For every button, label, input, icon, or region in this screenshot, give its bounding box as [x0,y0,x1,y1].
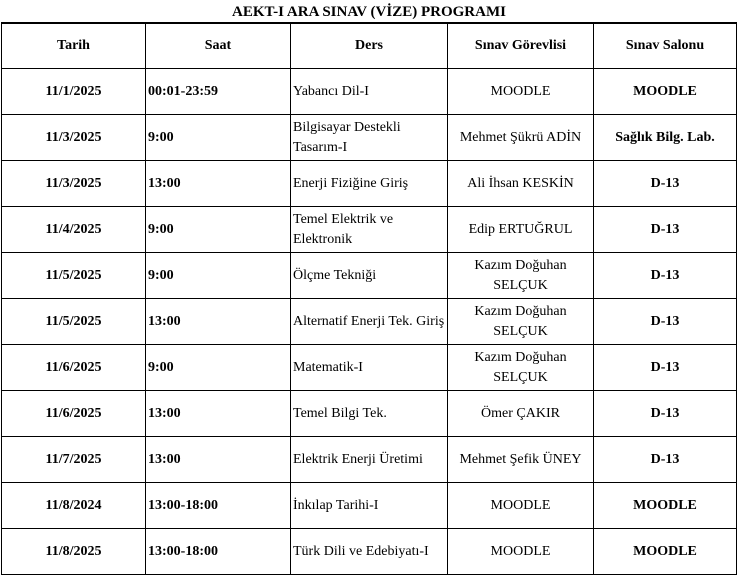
cell-ders: İnkılap Tarihi-I [291,483,448,529]
cell-ders: Yabancı Dil-I [291,69,448,115]
cell-ders: Elektrik Enerji Üretimi [291,437,448,483]
cell-salon: MOODLE [594,483,737,529]
cell-salon: D-13 [594,207,737,253]
cell-ders: Ölçme Tekniği [291,253,448,299]
cell-tarih: 11/1/2025 [2,69,146,115]
cell-tarih: 11/6/2025 [2,345,146,391]
cell-saat: 9:00 [146,253,291,299]
table-row [2,253,737,299]
cell-salon: D-13 [594,299,737,345]
cell-tarih: 11/8/2025 [2,529,146,575]
column-header-salon: Sınav Salonu [594,23,737,69]
table-row [2,529,737,575]
cell-ders: Alternatif Enerji Tek. Giriş [291,299,448,345]
cell-salon: MOODLE [594,529,737,575]
table-row [2,437,737,483]
cell-gorevli: Ali İhsan KESKİN [448,161,594,207]
cell-ders: Bilgisayar Destekli Tasarım-I [291,115,448,161]
cell-salon: D-13 [594,161,737,207]
cell-saat: 00:01-23:59 [146,69,291,115]
cell-tarih: 11/8/2024 [2,483,146,529]
cell-ders: Enerji Fiziğine Giriş [291,161,448,207]
cell-saat: 9:00 [146,115,291,161]
cell-ders: Matematik-I [291,345,448,391]
cell-salon: D-13 [594,253,737,299]
table-row [2,207,737,253]
cell-saat: 13:00 [146,299,291,345]
cell-ders: Temel Bilgi Tek. [291,391,448,437]
cell-gorevli: Kazım Doğuhan SELÇUK [448,345,594,391]
cell-salon: D-13 [594,345,737,391]
cell-salon: MOODLE [594,69,737,115]
table-row [2,69,737,115]
cell-gorevli: Ömer ÇAKIR [448,391,594,437]
cell-saat: 9:00 [146,345,291,391]
cell-tarih: 11/7/2025 [2,437,146,483]
cell-ders: Temel Elektrik ve Elektronik [291,207,448,253]
cell-tarih: 11/4/2025 [2,207,146,253]
cell-ders: Türk Dili ve Edebiyatı-I [291,529,448,575]
cell-gorevli: Kazım Doğuhan SELÇUK [448,253,594,299]
table-row [2,299,737,345]
table-row [2,115,737,161]
column-header-ders: Ders [291,23,448,69]
page-title: AEKT-I ARA SINAV (VİZE) PROGRAMI [232,4,506,20]
exam-schedule-table [1,22,737,575]
table-row [2,483,737,529]
cell-saat: 13:00-18:00 [146,529,291,575]
cell-saat: 13:00 [146,391,291,437]
cell-gorevli: Mehmet Şefik ÜNEY [448,437,594,483]
table-row [2,391,737,437]
table-row [2,161,737,207]
column-header-gorevli: Sınav Görevlisi [448,23,594,69]
cell-gorevli: MOODLE [448,483,594,529]
cell-tarih: 11/6/2025 [2,391,146,437]
table-body [2,69,737,575]
column-header-tarih: Tarih [2,23,146,69]
cell-gorevli: Kazım Doğuhan SELÇUK [448,299,594,345]
table-header-row [2,23,737,69]
table-row [2,345,737,391]
cell-saat: 13:00-18:00 [146,483,291,529]
cell-tarih: 11/5/2025 [2,299,146,345]
cell-salon: Sağlık Bilg. Lab. [594,115,737,161]
cell-saat: 9:00 [146,207,291,253]
cell-tarih: 11/3/2025 [2,115,146,161]
cell-gorevli: Mehmet Şükrü ADİN [448,115,594,161]
cell-salon: D-13 [594,437,737,483]
cell-gorevli: MOODLE [448,529,594,575]
cell-gorevli: Edip ERTUĞRUL [448,207,594,253]
cell-gorevli: MOODLE [448,69,594,115]
cell-salon: D-13 [594,391,737,437]
column-header-saat: Saat [146,23,291,69]
cell-saat: 13:00 [146,437,291,483]
cell-tarih: 11/3/2025 [2,161,146,207]
cell-tarih: 11/5/2025 [2,253,146,299]
cell-saat: 13:00 [146,161,291,207]
